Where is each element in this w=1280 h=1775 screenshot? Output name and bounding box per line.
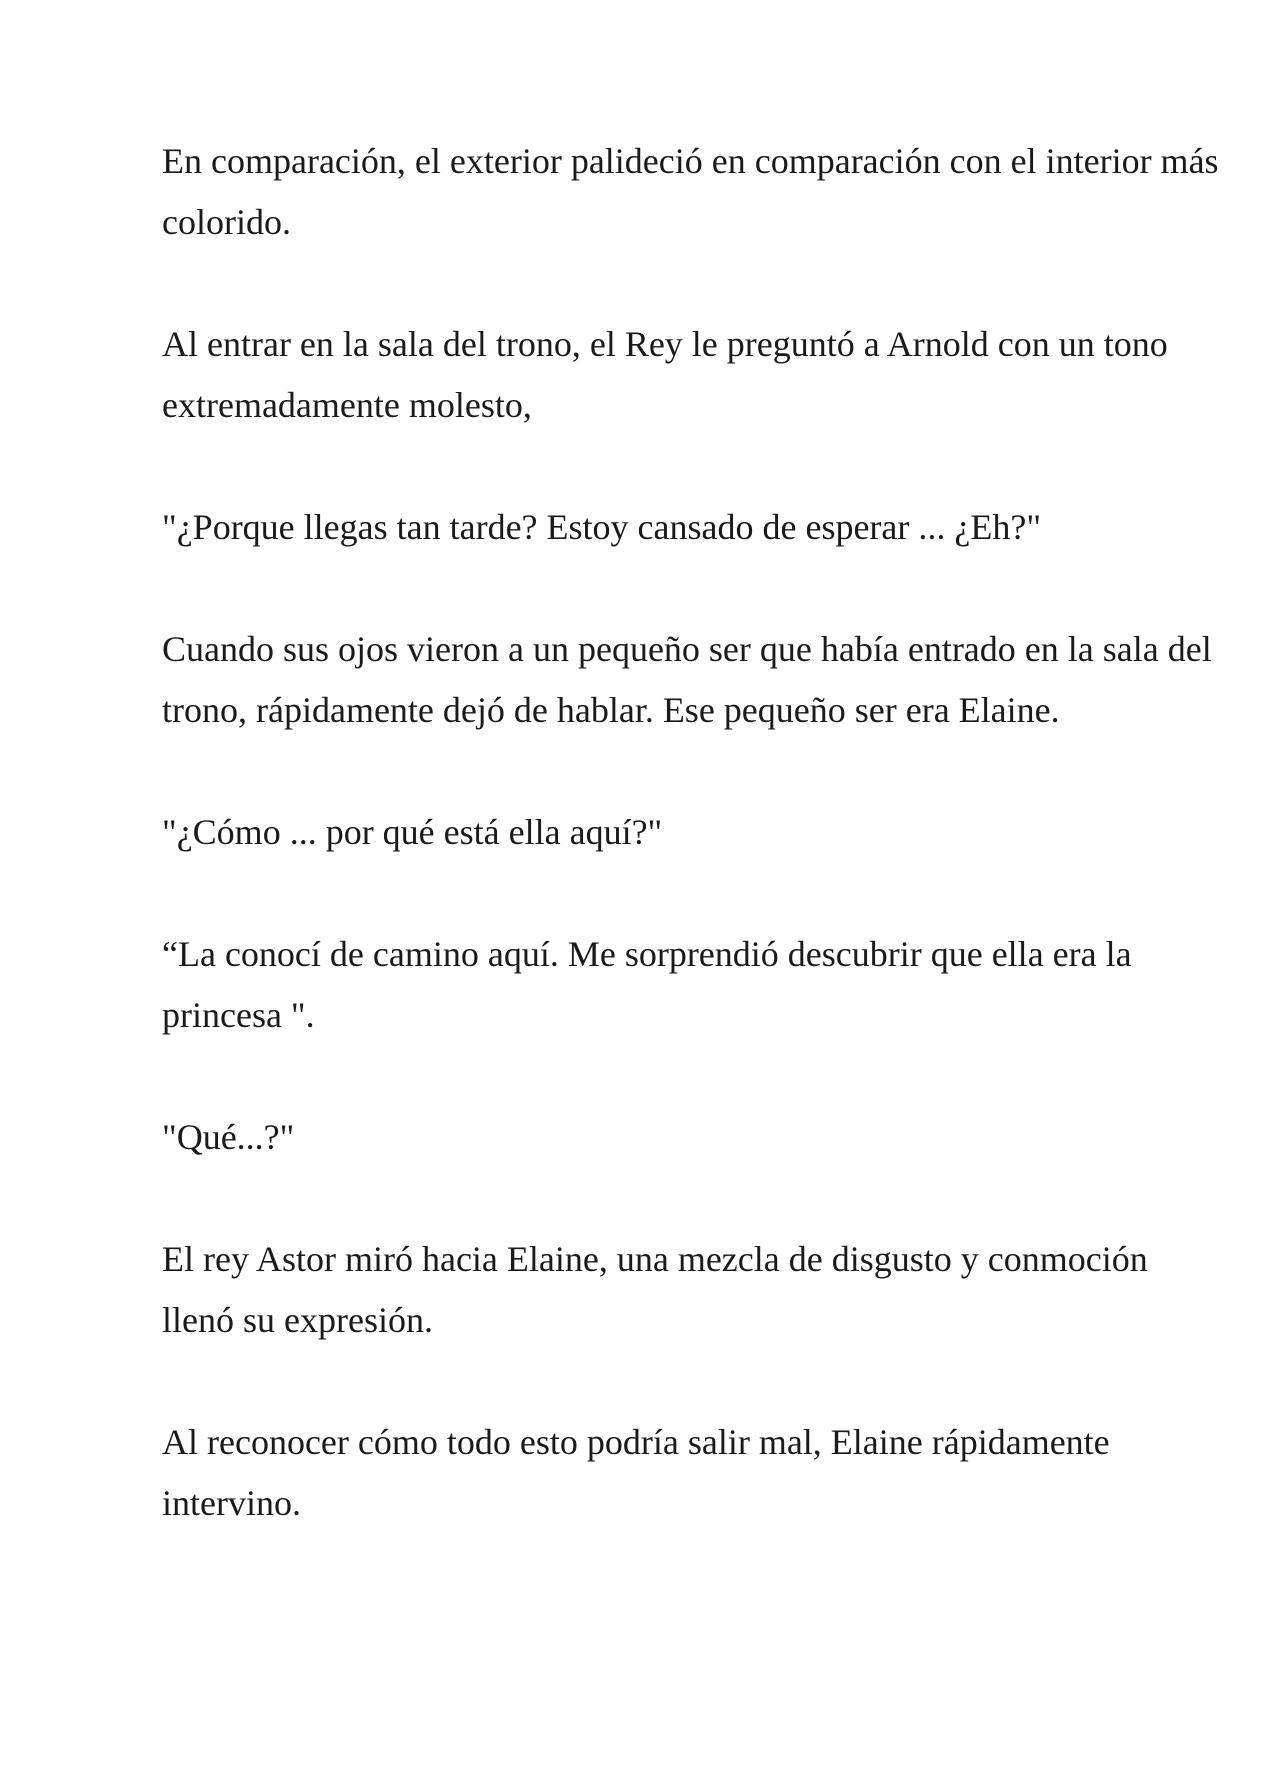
paragraph-8: El rey Astor miró hacia Elaine, una mezcla de disgusto y conmoción llenó su expresión. [162, 1239, 1148, 1340]
paragraph-5: "¿Cómo ... por qué está ella aquí?" [162, 812, 663, 852]
paragraph-3: "¿Porque llegas tan tarde? Estoy cansado de esperar ... ¿Eh?" [162, 507, 1042, 547]
paragraph-4: Cuando sus ojos vieron a un pequeño ser que había entrado en la sala del trono, rápidamente dejó de hablar. Ese pequeño ser era Elaine. [162, 629, 1212, 730]
paragraph-2: Al entrar en la sala del trono, el Rey le preguntó a Arnold con un tono extremadamente molesto, [162, 324, 1168, 425]
paragraph-6: “La conocí de camino aquí. Me sorprendió descubrir que ella era la princesa ". [162, 934, 1132, 1035]
paragraph-9: Al reconocer cómo todo esto podría salir mal, Elaine rápidamente intervino. [162, 1422, 1110, 1523]
paragraph-1: En comparación, el exterior palideció en comparación con el interior más colorido. [162, 141, 1219, 242]
paragraph-7: "Qué...?" [162, 1117, 295, 1157]
